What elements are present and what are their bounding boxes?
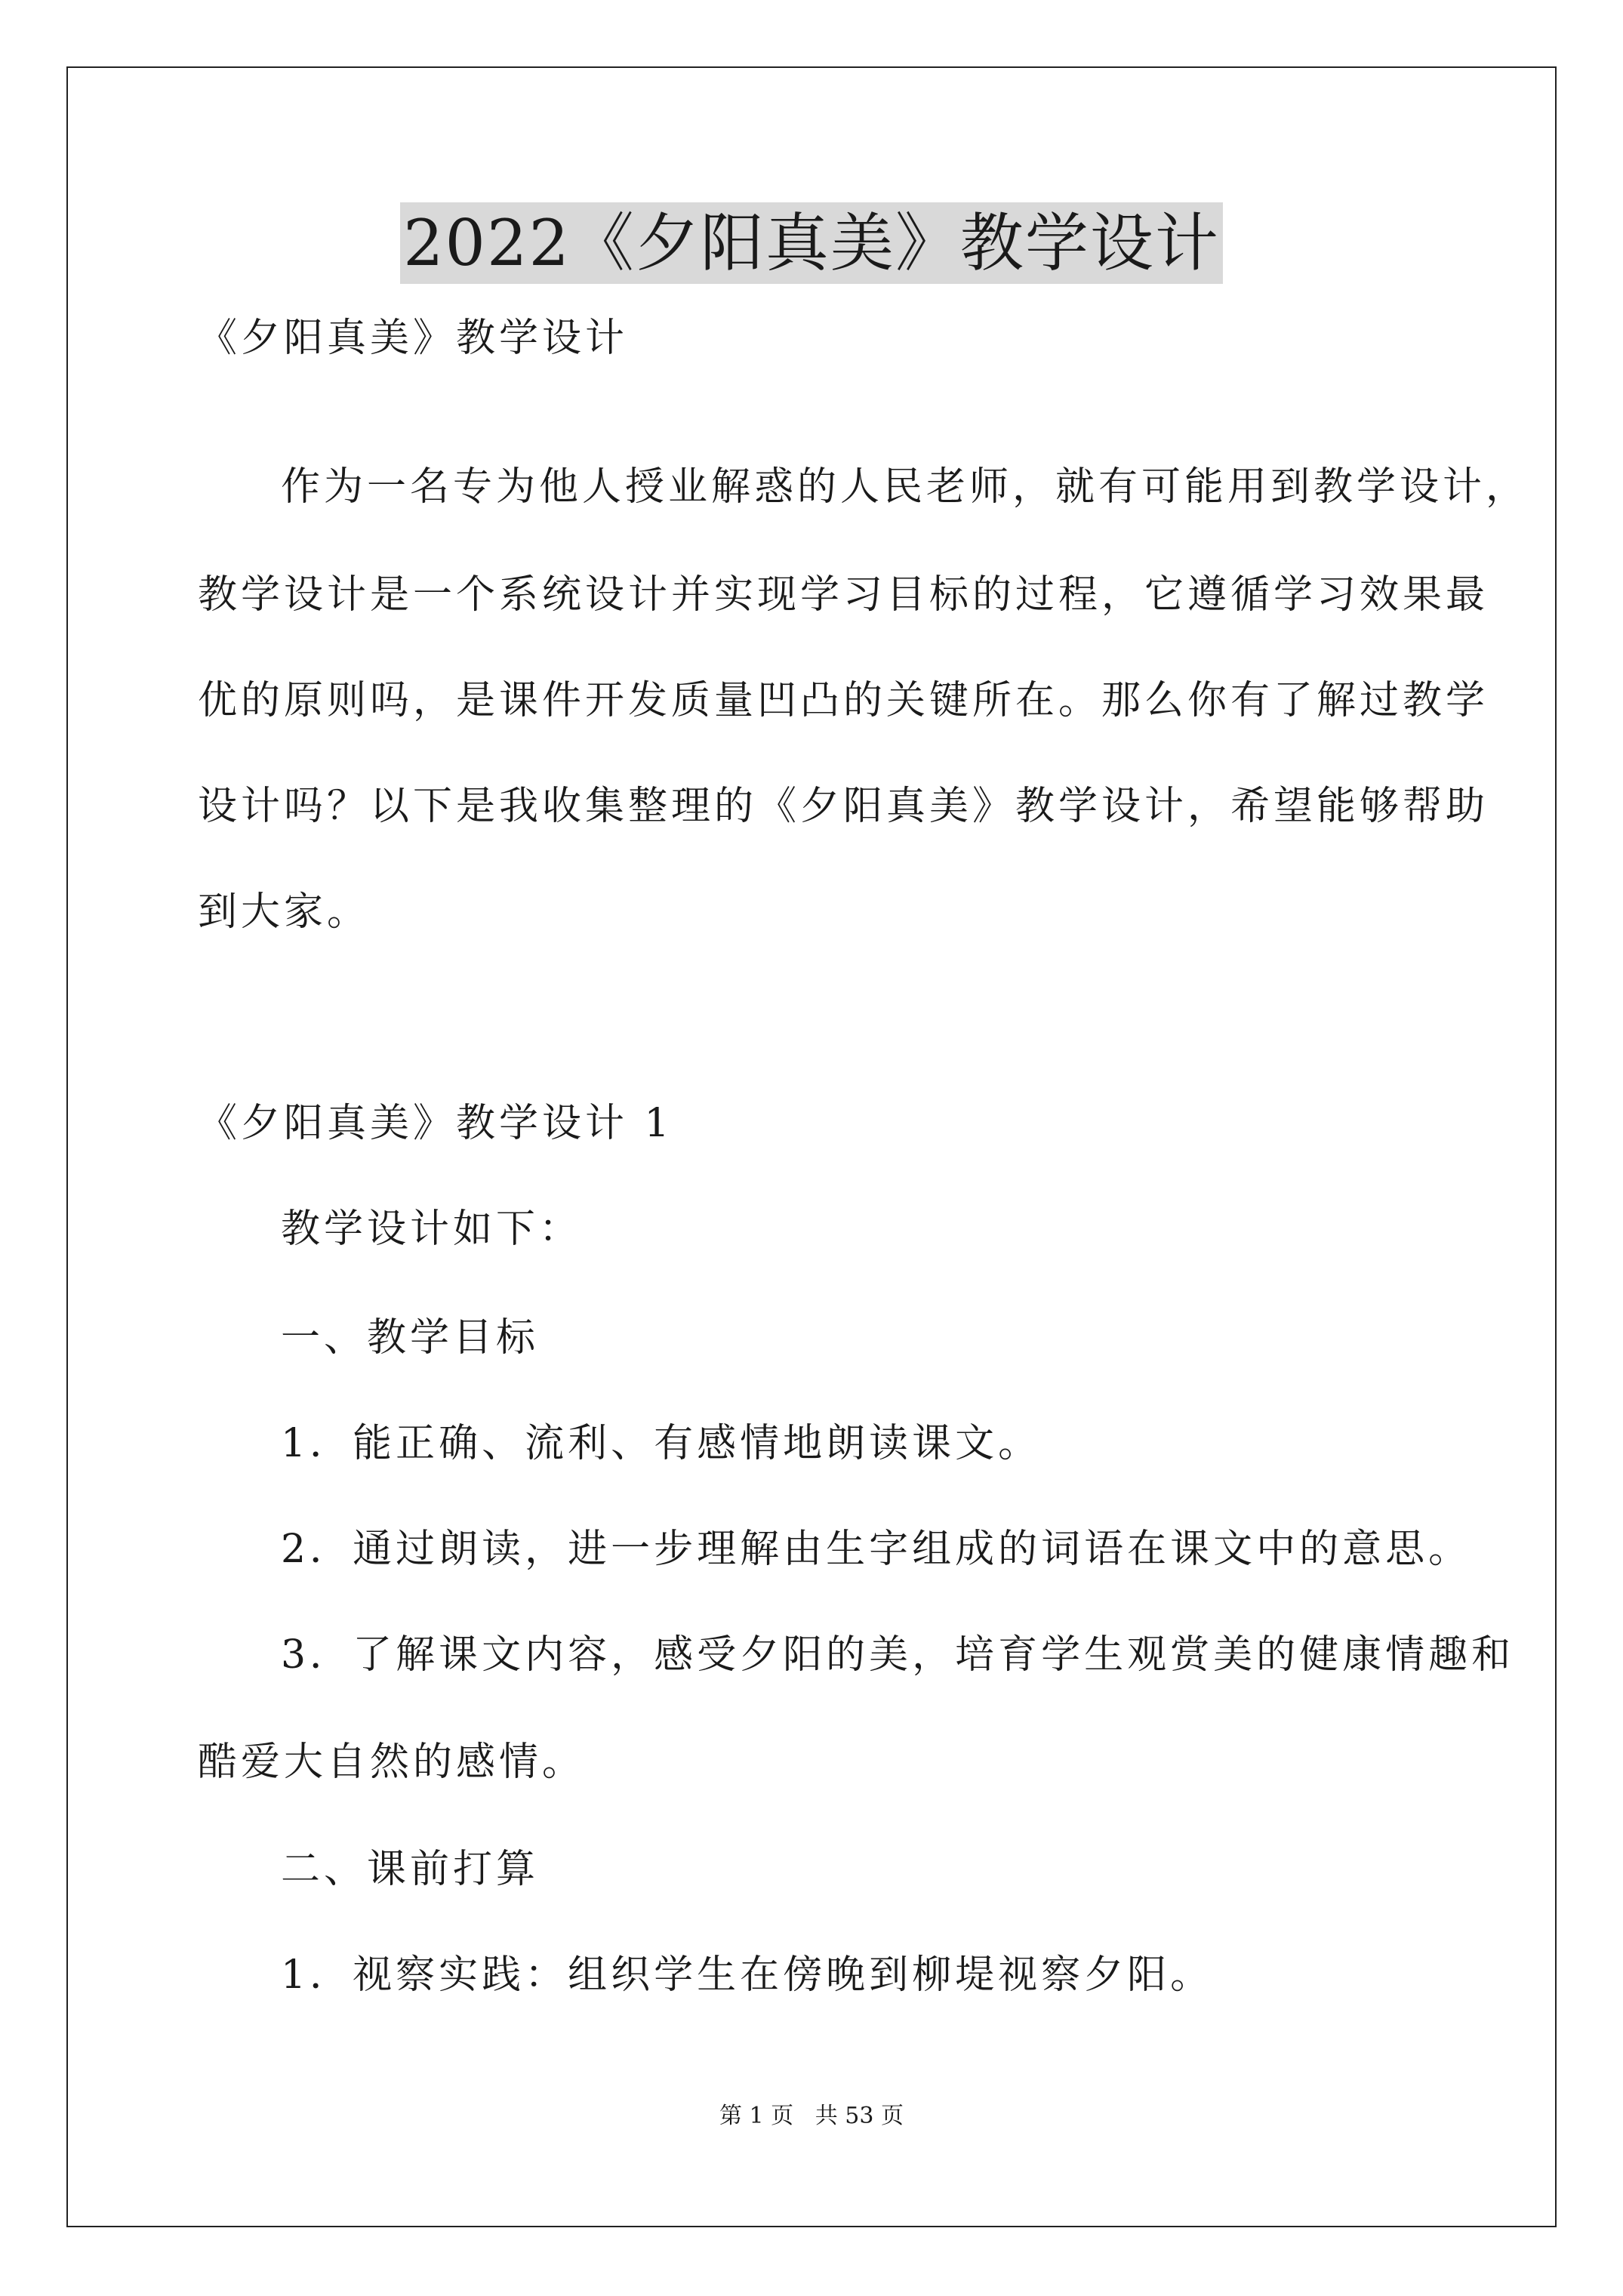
body-list-item: 1．能正确、流利、有感情地朗读课文。 xyxy=(281,1421,1042,1466)
intro-paragraph-line: 到大家。 xyxy=(198,889,371,935)
body-list-item-continuation: 酷爱大自然的感情。 xyxy=(198,1740,586,1785)
body-line: 教学设计如下： xyxy=(281,1207,583,1252)
page-border xyxy=(66,66,1557,2227)
document-title: 2022《夕阳真美》教学设计 xyxy=(400,202,1223,284)
body-list-item: 3．了解课文内容，感受夕阳的美，培育学生观赏美的健康情趣和 xyxy=(281,1632,1515,1678)
title-container xyxy=(0,202,1623,284)
intro-paragraph-line: 作为一名专为他人授业解惑的人民老师，就有可能用到教学设计， xyxy=(281,464,1529,510)
document-subtitle: 《夕阳真美》教学设计 xyxy=(198,316,629,361)
page-footer: 第 1 页 共 53 页 xyxy=(719,2103,904,2129)
body-heading-preparation: 二、课前打算 xyxy=(281,1847,540,1892)
body-list-item: 2．通过朗读，进一步理解由生字组成的词语在课文中的意思。 xyxy=(281,1527,1472,1572)
intro-paragraph-line: 优的原则吗，是课件开发质量凹凸的关键所在。那么你有了解过教学 xyxy=(198,678,1489,723)
intro-paragraph-line: 教学设计是一个系统设计并实现学习目标的过程，它遵循学习效果最 xyxy=(198,572,1489,618)
body-heading-objectives: 一、教学目标 xyxy=(281,1315,540,1361)
section-heading: 《夕阳真美》教学设计 1 xyxy=(198,1101,673,1146)
intro-paragraph-line: 设计吗？以下是我收集整理的《夕阳真美》教学设计，希望能够帮助 xyxy=(198,784,1489,829)
body-list-item: 1．视察实践：组织学生在傍晚到柳堤视察夕阳。 xyxy=(281,1952,1214,1998)
